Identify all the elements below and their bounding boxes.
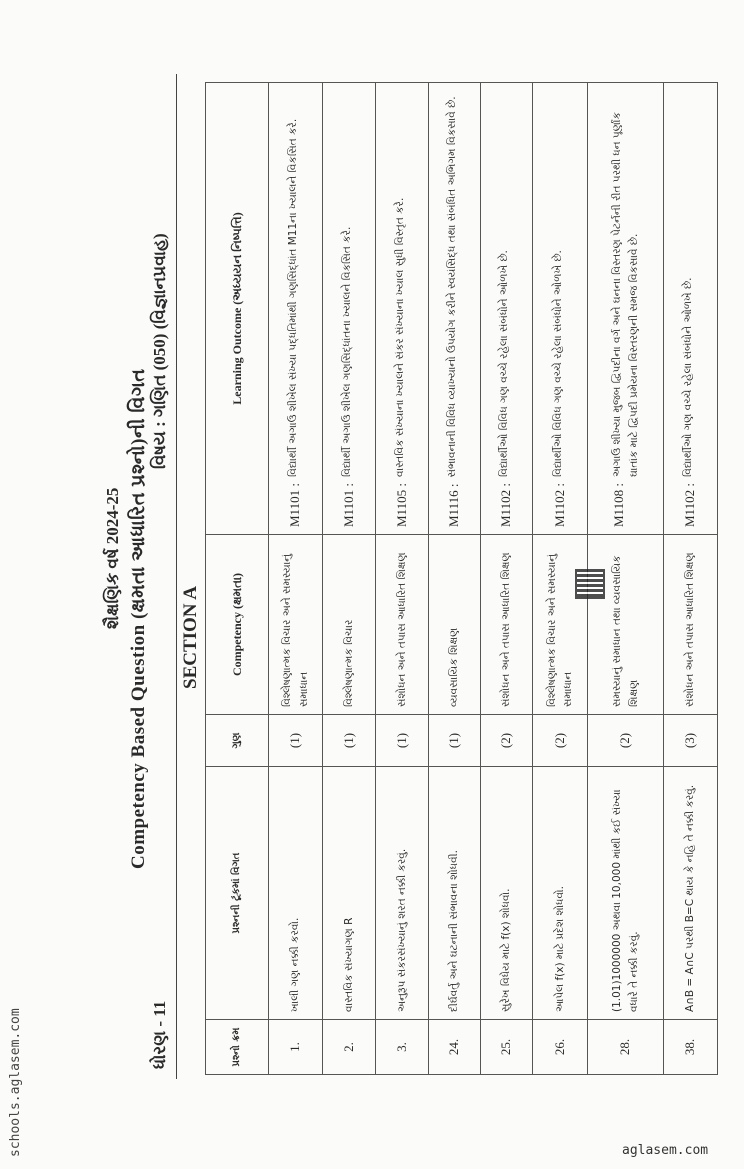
marks: (2)	[481, 715, 533, 767]
document-title: Competency Based Question (ક્ષમતા આધારિત પ્રશ્નો)ની વિગત	[128, 368, 149, 869]
marks: (1)	[269, 715, 323, 767]
academic-year: શૈક્ષણિક વર્ષ 2024-25	[103, 487, 122, 629]
table-row	[481, 83, 533, 1075]
question-detail: આપેલ f(x) માટે પ્રદેશ શોધવો.	[533, 767, 588, 1020]
learning-outcome	[481, 83, 533, 535]
question-detail: અનુરૂપ સંકરસંખ્યાનું શરત નક્કી કરવું.	[376, 767, 429, 1020]
question-detail: વાસ્તવિક સંખ્યાગણ R	[323, 767, 376, 1020]
outcome-code: M1108 :	[611, 483, 627, 527]
subject-label: વિષય : ગણિત (050) (વિજ્ઞાનપ્રવાહ)	[150, 233, 169, 469]
competency: વિશ્લેષણાત્મક વિચાર અને સમસ્યાનું સમાધાન	[269, 535, 323, 715]
table-header-row	[206, 83, 269, 1075]
outcome-text: સંભાવનાની વિવિધ વ્યાખ્યાનો ઉપયોગ કરીને સ્વયંસિદ્ધ તથા સંબંધિત અભિગમ વિકસાવે છે.	[446, 96, 459, 478]
col-marks: ગુણ	[206, 715, 269, 767]
question-no: 24.	[429, 1020, 481, 1075]
marks: (2)	[588, 715, 664, 767]
question-no: 25.	[481, 1020, 533, 1075]
competency: સંશોધન અને તપાસ આધારિત શિક્ષણ	[481, 535, 533, 715]
outcome-text: વિદ્યાર્થીઓ ગણ વચ્ચે રહેલા સંબંધોને ઓળખે છે.	[682, 277, 695, 478]
outcome-text: અગાઉ શીખ્યા મુજબ દ્વિપદીના વર્ગ અને ઘનના વિસ્તરણ પેટર્નની રીત પરથી ધન પૂર્ણાંક ઘાતાંક માટે દ્વિપદી પ્રમેયના વિસ્તરણની સમજ વિકસાવે છે.	[611, 112, 640, 478]
marks: (3)	[664, 715, 718, 767]
table-row	[376, 83, 429, 1075]
standard-label: ધોરણ - 11	[150, 1000, 169, 1069]
question-no: 3.	[376, 1020, 429, 1075]
marks: (2)	[533, 715, 588, 767]
side-watermark: schools.aglasem.com	[8, 1008, 23, 1157]
learning-outcome	[269, 83, 323, 535]
outcome-code: M1102 :	[551, 483, 567, 527]
competency: વિશ્લેષણાત્મક વિચાર અને સમસ્યાનું સમાધાન	[533, 535, 588, 715]
col-learning-outcome: Learning Outcome (અધ્યયન નિષ્પત્તિ)	[206, 83, 269, 535]
learning-outcome	[533, 83, 588, 535]
col-competency: Competency (ક્ષમતા)	[206, 535, 269, 715]
marks: (1)	[429, 715, 481, 767]
question-detail: દીર્ઘવર્તુ અને ઘટનાની સંભાવના શોધવી.	[429, 767, 481, 1020]
marks: (1)	[323, 715, 376, 767]
outcome-text: વિદ્યાર્થી અગાઉ શીખેલ ગણસિદ્ધાંતના ખ્યાલને વિકસિત કરે.	[340, 226, 353, 478]
outcome-text: વિદ્યાર્થીઓ વિવિધ ગણ વચ્ચે રહેલા સંબંધોને ઓળખે છે.	[551, 250, 564, 478]
table-row	[664, 83, 718, 1075]
question-no: 1.	[269, 1020, 323, 1075]
table-row	[323, 83, 376, 1075]
question-no: 28.	[588, 1020, 664, 1075]
outcome-text: વાસ્તવિક સંખ્યાના ખ્યાલને સંકર સંખ્યાના ખ્યાલ સુધી વિસ્તૃત કરે.	[393, 197, 406, 478]
learning-outcome	[323, 83, 376, 535]
outcome-text: વિદ્યાર્થીઓ વિવિધ ગણ વચ્ચે રહેલા સંબંધોને ઓળખે છે.	[498, 250, 511, 478]
learning-outcome	[664, 83, 718, 535]
competency: સંશોધન અને તપાસ આધારિત શિક્ષણ	[376, 535, 429, 715]
marks: (1)	[376, 715, 429, 767]
competency: વિશ્લેષણાત્મક વિચાર	[323, 535, 376, 715]
competency: સમસ્યાનું સમાધાન તથા વ્યવસાયિક શિક્ષણ	[588, 535, 664, 715]
brand-watermark: aglasem.com	[622, 1143, 709, 1158]
outcome-text: વિદ્યાર્થી અગાઉ શીખેલ સંખ્યા પદ્ધતિમાંથી ગણસિદ્ધાંત M11ના ખ્યાલને વિકસિત કરે.	[287, 118, 300, 478]
question-no: 2.	[323, 1020, 376, 1075]
learning-outcome	[588, 83, 664, 535]
header-divider	[176, 74, 177, 1079]
outcome-code: M1102 :	[498, 483, 514, 527]
learning-outcome	[429, 83, 481, 535]
question-detail: (1.01)1000000 અથવા 10,000 માંથી કઈ સંખ્યા વધારે તે નક્કી કરવું.	[588, 767, 664, 1020]
outcome-code: M1116 :	[446, 483, 462, 527]
outcome-code: M1101 :	[287, 483, 303, 527]
competency-table	[205, 82, 718, 1075]
outcome-code: M1102 :	[682, 483, 698, 527]
qr-code-icon	[575, 569, 605, 599]
outcome-code: M1101 :	[340, 483, 356, 527]
col-question-no: પ્રશ્નો ક્રમ	[206, 1020, 269, 1075]
competency: સંશોધન અને તપાસ આધારિત શિક્ષણ	[664, 535, 718, 715]
table-row	[429, 83, 481, 1075]
question-no: 26.	[533, 1020, 588, 1075]
question-no: 38.	[664, 1020, 718, 1075]
competency: વ્યવસાયિક શિક્ષણ	[429, 535, 481, 715]
learning-outcome	[376, 83, 429, 535]
question-detail: સુરેખ વિધેય માટે f(x) શોધવો.	[481, 767, 533, 1020]
outcome-code: M1105 :	[393, 483, 409, 527]
question-detail: ખાલી ગણ નક્કી કરવો.	[269, 767, 323, 1020]
col-detail: પ્રશ્નની ટૂંકમાં વિગત	[206, 767, 269, 1020]
section-heading: SECTION A	[180, 586, 201, 689]
question-detail: A∩B = A∩C પરથી B=C થાય કે નહિ તે નક્કી કરવું.	[664, 767, 718, 1020]
table-row	[269, 83, 323, 1075]
